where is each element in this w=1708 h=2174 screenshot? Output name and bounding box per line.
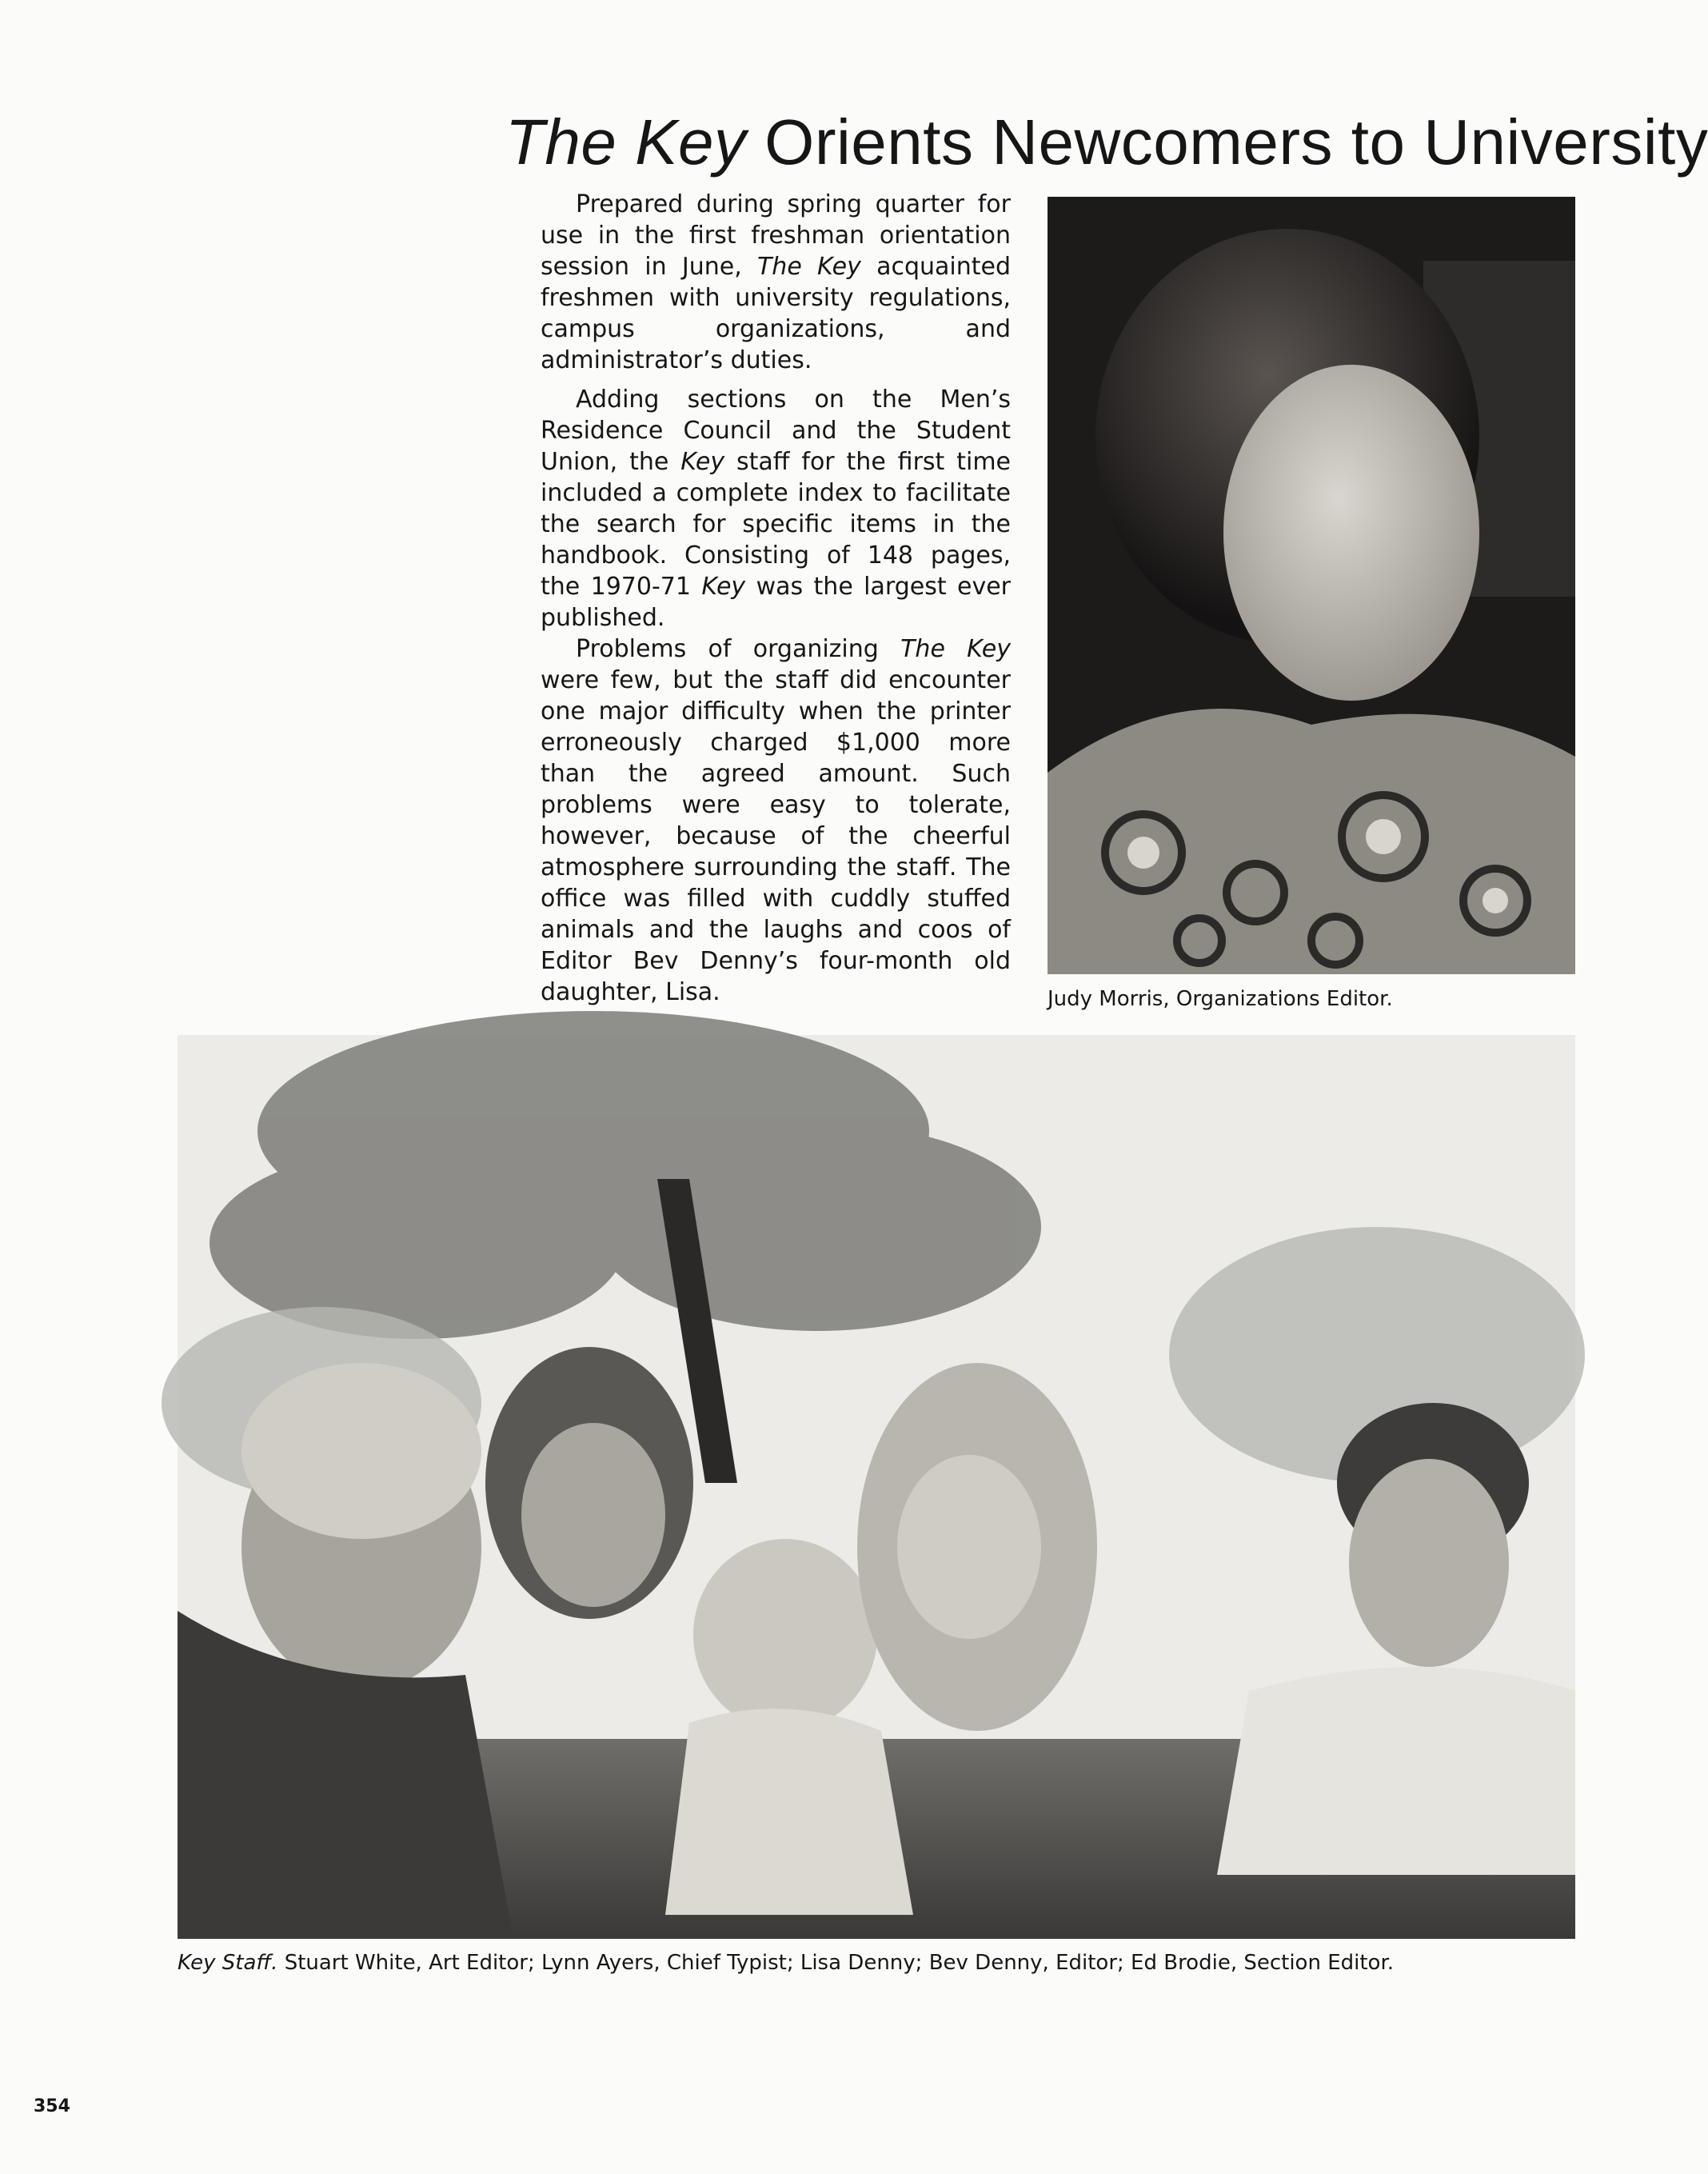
article-body [541, 189, 1011, 1008]
portrait-photo [1048, 197, 1575, 974]
article-italic-run: Key [680, 448, 725, 476]
page-title-italic: The Key [505, 106, 747, 178]
article-text-run: were few, but the staff did encounter one major difficulty when the printer erroneously charged $1,000 more than the agreed amount. Such problems were easy to tolerate, however, because of the cheerful atmosphere surrounding the staff. The office was filled with cuddly stuffed animals and the laughs and coos of Editor Bev Denny’s four-month old daughter, Lisa. [541, 666, 1011, 1006]
article-text-run: Adding sections on the Men’s Residence Council and the Student Union, the [541, 386, 1011, 476]
group-caption-names: Stuart White, Art Editor; Lynn Ayers, Chief Typist; Lisa Denny; Bev Denny, Editor; Ed Brodie, Section Editor. [277, 1951, 1395, 1975]
article-text-run: staff for the first time included a complete index to facilitate the search for specific items in the handbook. Consisting of 148 pages, the 1970-71 [541, 448, 1011, 601]
article-text-run: Prepared during spring quarter for use in the first freshman orientation session in June, [541, 190, 1011, 281]
group-caption-lead: Key Staff. [178, 1951, 278, 1975]
group-photo [178, 1035, 1575, 1939]
page-title [505, 102, 1708, 182]
article-paragraph [541, 189, 1011, 376]
article-italic-run: The Key [900, 635, 1011, 663]
article-text-run: acquainted freshmen with university regulations, campus organizations, and administrator’s duties. [541, 253, 1012, 374]
article-text-run: was the largest ever published. [541, 573, 1011, 632]
page-title-rest: Orients Newcomers to University [746, 106, 1708, 178]
article-italic-run: The Key [756, 253, 861, 281]
article-text-run: Problems of organizing [576, 635, 901, 663]
portrait-caption: Judy Morris, Organizations Editor. [1048, 987, 1393, 1011]
article-paragraph [541, 633, 1011, 1008]
article-italic-run: Key [701, 573, 746, 601]
group-caption [178, 1949, 1394, 1976]
article-paragraph [541, 384, 1011, 633]
page-number: 354 [34, 2096, 70, 2116]
